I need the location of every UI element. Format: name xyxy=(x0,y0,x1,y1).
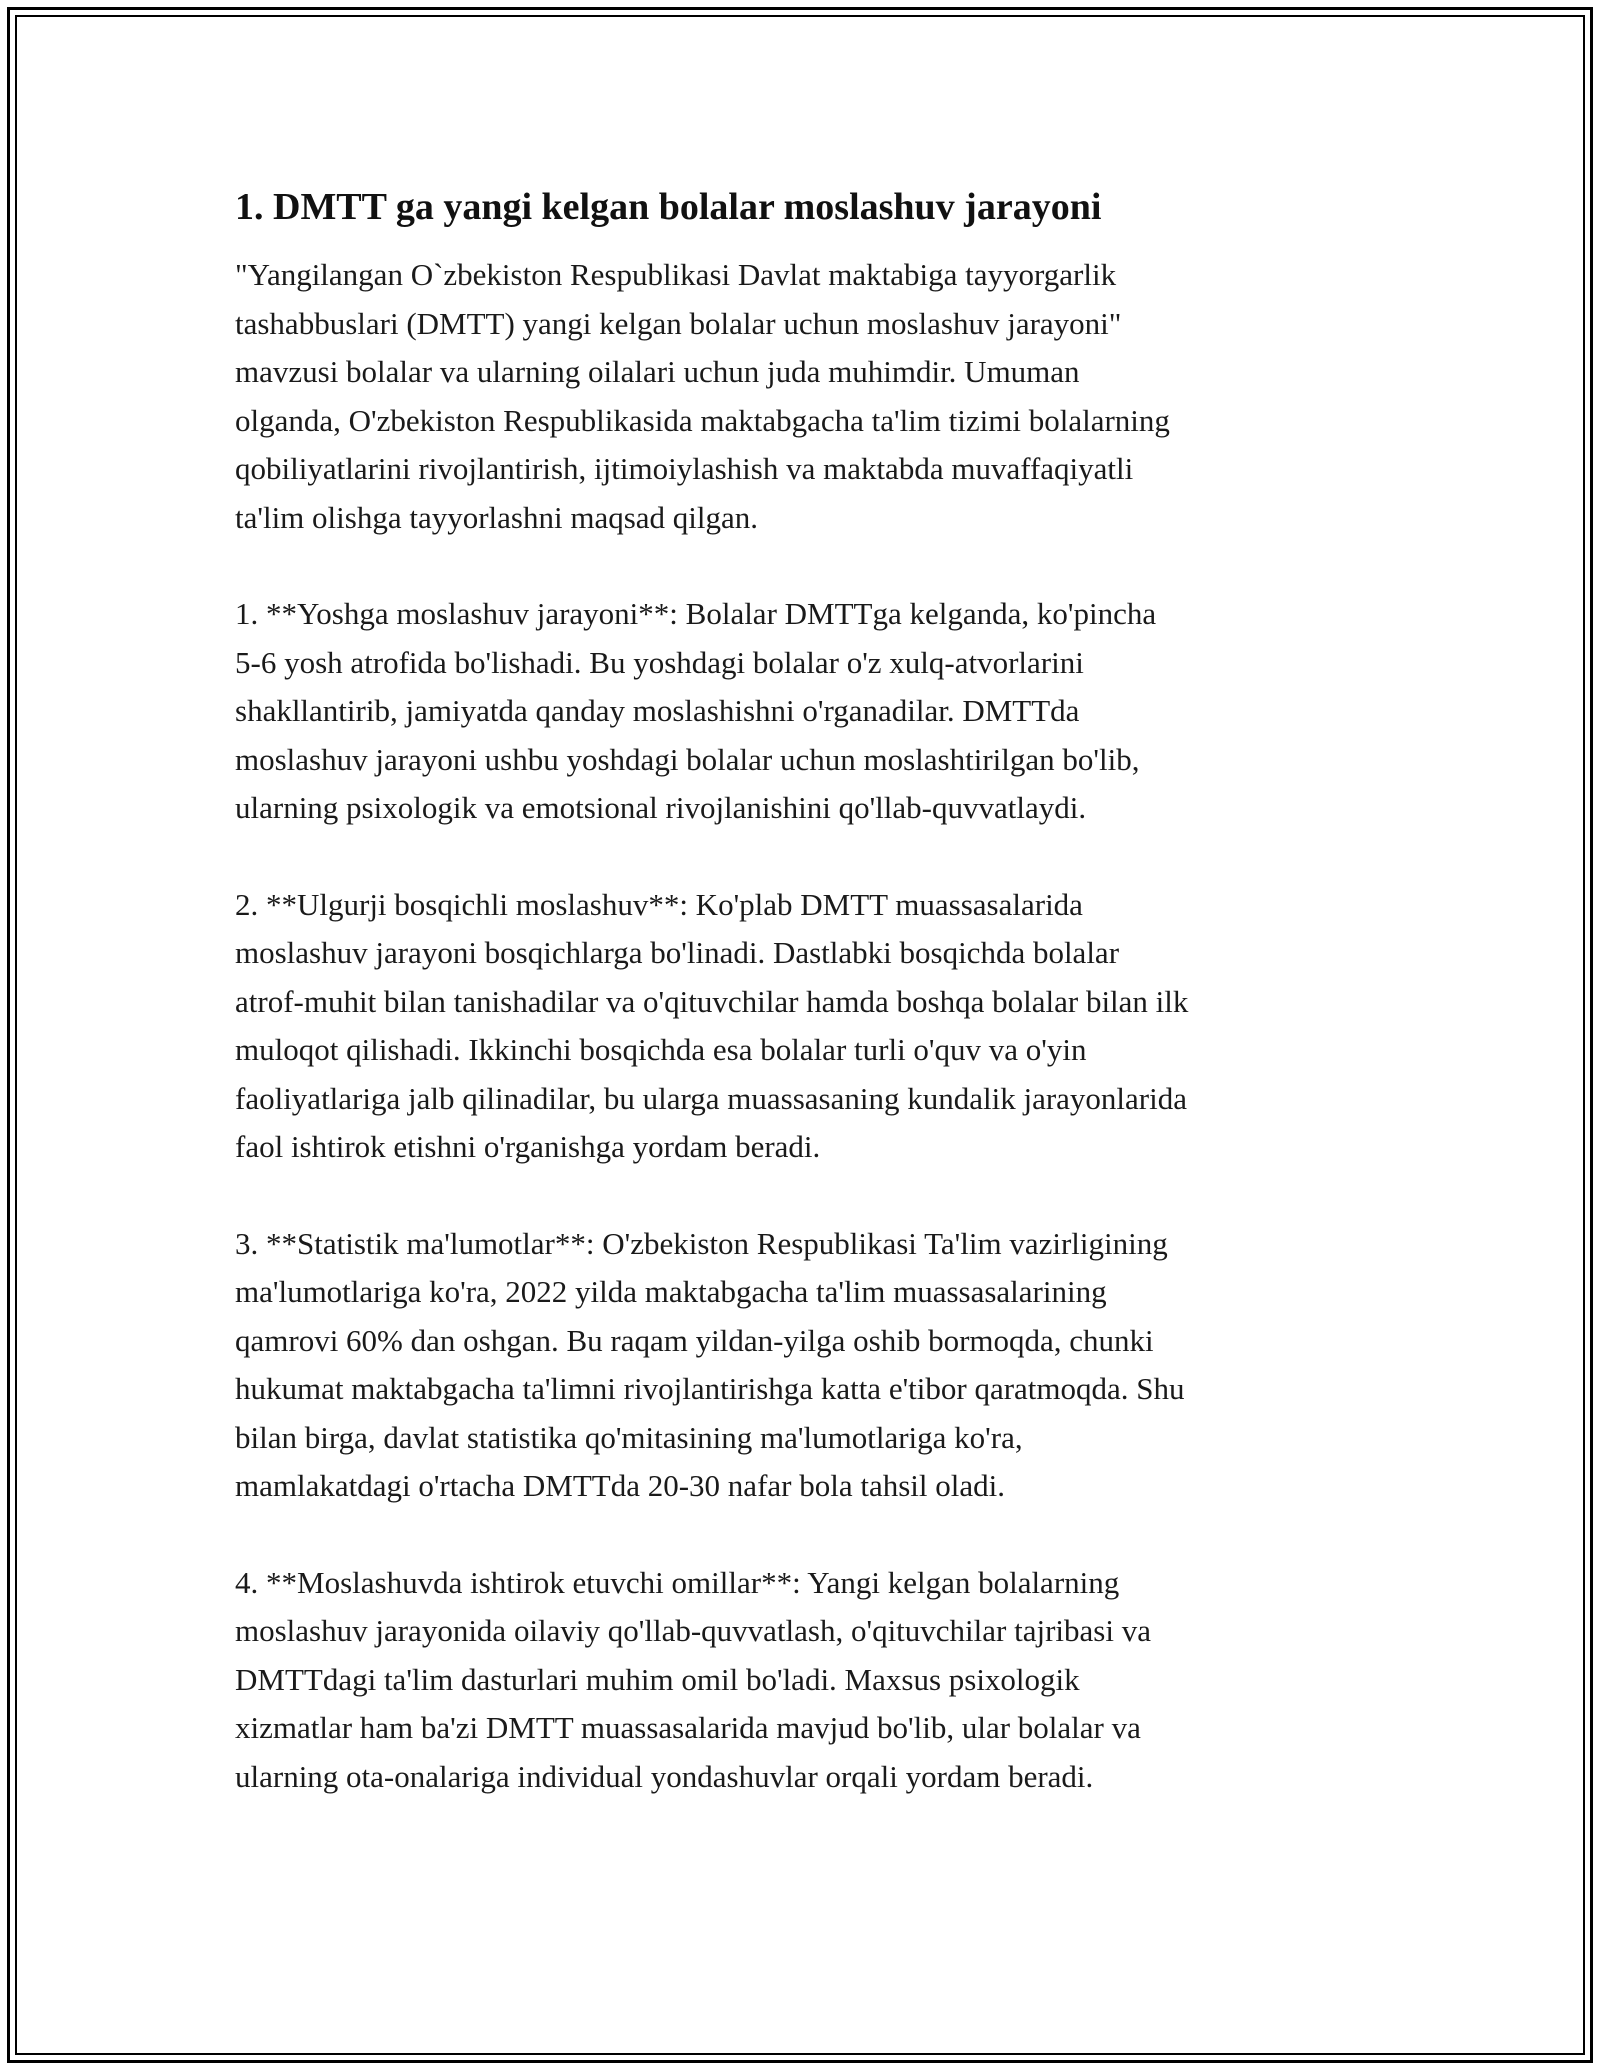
intro-paragraph: "Yangilangan O`zbekiston Respublikasi Davlat maktabiga tayyorgarlik tashabbuslari (DMTT) yangi kelgan bolalar uchun moslashuv jarayoni" mavzusi bolalar va ularning oilalari uchun juda muhimdir. Umuman olganda, O'zbekiston Respublikasida maktabgacha ta'lim tizimi bolalarning qobiliyatlarini rivojlantirish, ijtimoiylashish va maktabda muvaffaqiyatli ta'lim olishga tayyorlashni maqsad qilgan. xyxy=(235,257,1170,535)
paragraph-staged-adaptation: 2. **Ulgurji bosqichli moslashuv**: Ko'plab DMTT muassasalarida moslashuv jarayoni bosqichlarga bo'linadi. Dastlabki bosqichda bolalar atrof-muhit bilan tanishadilar va o'qituvchilar hamda boshqa bolalar bilan ilk muloqot qilishadi. Ikkinchi bosqichda esa bolalar turli o'quv va o'yin faoliyatlariga jalb qilinadilar, bu ularga muassasaning kundalik jarayonlarida faol ishtirok etishni o'rganishga yordam beradi. xyxy=(235,886,1189,1164)
page-title: 1. DMTT ga yangi kelgan bolalar moslashuv jarayoni xyxy=(235,186,1102,228)
paragraph-age-adaptation: 1. **Yoshga moslashuv jarayoni**: Bolalar DMTTga kelganda, ko'pincha 5-6 yosh atrofida bo'lishadi. Bu yoshdagi bolalar o'z xulq-atvorlarini shakllantirib, jamiyatda qanday moslashishni o'rganadilar. DMTTda moslashuv jarayoni ushbu yoshdagi bolalar uchun moslashtirilgan bo'lib, ularning psixologik va emotsional rivojlanishini qo'llab-quvvatlaydi. xyxy=(235,596,1157,825)
document-body xyxy=(235,185,1385,1849)
paragraph-statistics: 3. **Statistik ma'lumotlar**: O'zbekiston Respublikasi Ta'lim vazirligining ma'lumotlariga ko'ra, 2022 yilda maktabgacha ta'lim muassasalarining qamrovi 60% dan oshgan. Bu raqam yildan-yilga oshib bormoqda, chunki hukumat maktabgacha ta'limni rivojlantirishga katta e'tibor qaratmoqda. Shu bilan birga, davlat statistika qo'mitasining ma'lumotlariga ko'ra, mamlakatdagi o'rtacha DMTTda 20-30 nafar bola tahsil oladi. xyxy=(235,1225,1185,1503)
paragraph-adaptation-factors: 4. **Moslashuvda ishtirok etuvchi omillar**: Yangi kelgan bolalarning moslashuv jarayonida oilaviy qo'llab-quvvatlash, o'qituvchilar tajribasi va DMTTdagi ta'lim dasturlari muhim omil bo'ladi. Maxsus psixologik xizmatlar ham ba'zi DMTT muassasalarida mavjud bo'lib, ular bolalar va ularning ota-onalariga individual yondashuvlar orqali yordam beradi. xyxy=(235,1564,1151,1794)
